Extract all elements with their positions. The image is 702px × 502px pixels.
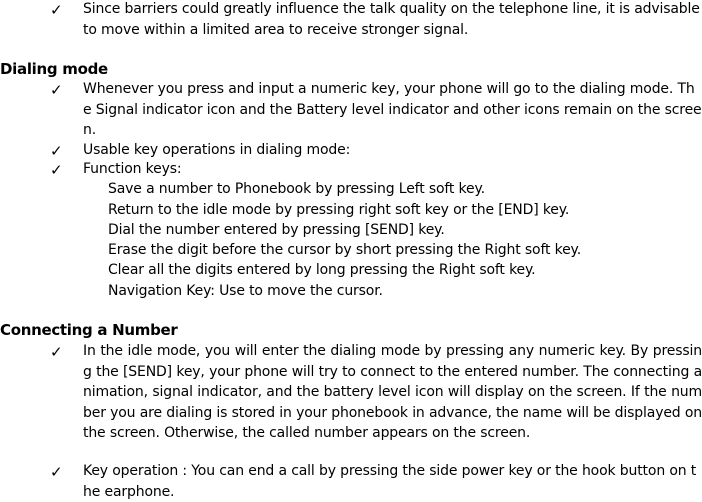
function-key-line: Return to the idle mode by pressing right soft key or the [END] key. <box>108 202 570 218</box>
bullet-text: Key operation : You can end a call by pressing the side power key or the hook button on the earphone. <box>83 463 697 500</box>
bullet-text: In the idle mode, you will enter the dialing mode by pressing any numeric key. By pressing the [SEND] key, your phone will try to connect to the entered number. The connecting animation, signal indicator, and the battery level icon will display on the screen. If the number you are dialing is stored in your phonebook in advance, the name will be displayed on the screen. Otherwise, the called number appears on the screen. <box>83 343 702 441</box>
bullet-text: Whenever you press and input a numeric key, your phone will go to the dialing mode. The Signal indicator icon and the Battery level indicator and other icons remain on the screen. <box>83 81 702 138</box>
checkmark-icon: ✓ <box>50 81 63 99</box>
checkmark-icon: ✓ <box>50 463 63 481</box>
function-key-line: Clear all the digits entered by long pressing the Right soft key. <box>108 262 536 278</box>
function-key-line: Erase the digit before the cursor by short pressing the Right soft key. <box>108 242 581 258</box>
function-key-line: Save a number to Phonebook by pressing Left soft key. <box>108 181 485 197</box>
checkmark-icon: ✓ <box>50 1 63 19</box>
section-heading-dialing-mode: Dialing mode <box>0 60 108 78</box>
function-key-line: Dial the number entered by pressing [SEND] key. <box>108 222 445 238</box>
bullet-text: Since barriers could greatly influence the talk quality on the telephone line, it is advisable to move within a limited area to receive stronger signal. <box>83 1 700 38</box>
checkmark-icon: ✓ <box>50 142 63 160</box>
bullet-text: Usable key operations in dialing mode: <box>83 142 351 158</box>
checkmark-icon: ✓ <box>50 343 63 361</box>
checkmark-icon: ✓ <box>50 161 63 179</box>
section-heading-connecting-a-number: Connecting a Number <box>0 321 178 339</box>
function-key-line: Navigation Key: Use to move the cursor. <box>108 283 383 299</box>
bullet-text: Function keys: <box>83 161 182 177</box>
